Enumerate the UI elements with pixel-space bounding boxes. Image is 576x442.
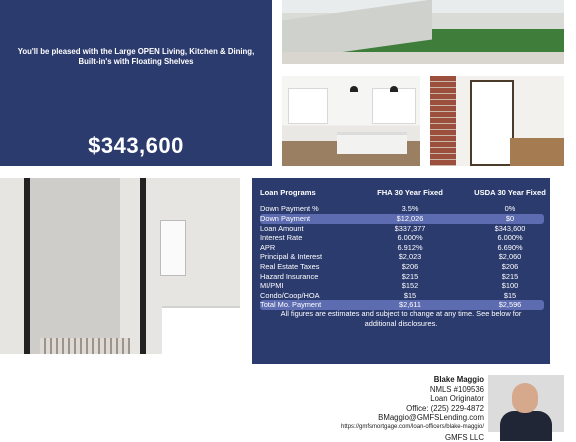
loan-row bbox=[260, 233, 544, 243]
loan-row-label: Interest Rate bbox=[260, 233, 303, 242]
loan-row-label: Principal & Interest bbox=[260, 252, 323, 261]
loan-row-fha: $2,023 bbox=[398, 252, 422, 261]
listing-price: $343,600 bbox=[88, 133, 184, 158]
agent-company: GMFS LLC bbox=[445, 432, 484, 442]
loan-row-fha: $12,026 bbox=[396, 213, 424, 223]
loan-row bbox=[260, 291, 544, 301]
loan-row-label: MI/PMI bbox=[260, 281, 284, 290]
agent-title: Loan Originator bbox=[430, 394, 484, 404]
loan-header-row bbox=[260, 188, 544, 198]
loan-row-usda: $206 bbox=[501, 262, 519, 271]
loan-row-fha: $206 bbox=[401, 262, 419, 271]
loan-row-usda: $2,060 bbox=[498, 252, 522, 261]
loan-row-label: Real Estate Taxes bbox=[260, 262, 320, 271]
loan-row-fha: 3.5% bbox=[401, 204, 419, 213]
agent-photo bbox=[488, 375, 564, 432]
agent-email-link[interactable]: BMaggio@GMFSLending.com bbox=[378, 413, 484, 423]
loan-row-usda: 6.690% bbox=[497, 242, 523, 252]
loan-row-usda: $15 bbox=[503, 290, 517, 300]
photo-front-lawn bbox=[282, 0, 564, 64]
loan-row-label: Total Mo. Payment bbox=[260, 300, 322, 309]
loan-row-fha: $15 bbox=[403, 290, 417, 300]
loan-header-fha: FHA 30 Year Fixed bbox=[377, 188, 443, 197]
loan-row-fha: $152 bbox=[401, 281, 419, 290]
loan-row-label: Condo/Coop/HOA bbox=[260, 290, 320, 300]
photo-entry-hall bbox=[430, 76, 564, 166]
loan-row-label: Loan Amount bbox=[260, 223, 304, 233]
agent-name: Blake Maggio bbox=[433, 375, 484, 384]
loan-row-usda: $2,596 bbox=[498, 300, 522, 309]
agent-nmls: NMLS #109536 bbox=[429, 384, 484, 394]
loan-header-usda: USDA 30 Year Fixed bbox=[474, 188, 546, 197]
loan-row-fha: 6.912% bbox=[397, 242, 423, 252]
loan-row-highlight bbox=[260, 214, 544, 224]
loan-row-usda: 6.000% bbox=[497, 233, 523, 242]
loan-row-usda: $343,600 bbox=[494, 223, 526, 233]
listing-description: You'll be pleased with the Large OPEN Living, Kitchen & Dining, Built-in's with Floating Shelves bbox=[17, 47, 255, 66]
loan-row-label: Hazard Insurance bbox=[260, 271, 319, 281]
loan-row-usda: $215 bbox=[501, 271, 519, 281]
photo-bathroom bbox=[0, 178, 240, 354]
loan-row-usda: 0% bbox=[504, 204, 516, 213]
loan-row-fha: $337,377 bbox=[394, 223, 426, 233]
loan-row bbox=[260, 204, 544, 214]
loan-row-label: APR bbox=[260, 242, 276, 252]
loan-row-label: Down Payment bbox=[260, 213, 311, 223]
loan-disclaimer: All figures are estimates and subject to change at any time. See below for additional disclosures. bbox=[280, 309, 522, 328]
loan-row-usda: $100 bbox=[501, 281, 519, 290]
loan-row-fha: $215 bbox=[401, 271, 419, 281]
loan-header-label: Loan Programs bbox=[260, 188, 316, 197]
loan-row bbox=[260, 281, 544, 291]
photo-kitchen bbox=[282, 76, 420, 166]
agent-info bbox=[341, 375, 484, 442]
loan-row bbox=[260, 262, 544, 272]
loan-row-fha: 6.000% bbox=[397, 233, 423, 242]
loan-row-usda: $0 bbox=[505, 213, 515, 223]
agent-profile-link[interactable]: https://gmfsmortgage.com/loan-officers/blake-maggio/ bbox=[341, 423, 484, 430]
agent-office-phone[interactable]: Office: (225) 229-4872 bbox=[406, 403, 484, 413]
loan-row bbox=[260, 252, 544, 262]
loan-row-label: Down Payment % bbox=[260, 204, 319, 213]
loan-row-fha: $2,611 bbox=[398, 300, 422, 309]
loan-programs-panel bbox=[252, 178, 550, 364]
loan-row bbox=[260, 272, 544, 282]
loan-row bbox=[260, 224, 544, 234]
loan-row bbox=[260, 243, 544, 253]
listing-panel bbox=[0, 0, 272, 166]
